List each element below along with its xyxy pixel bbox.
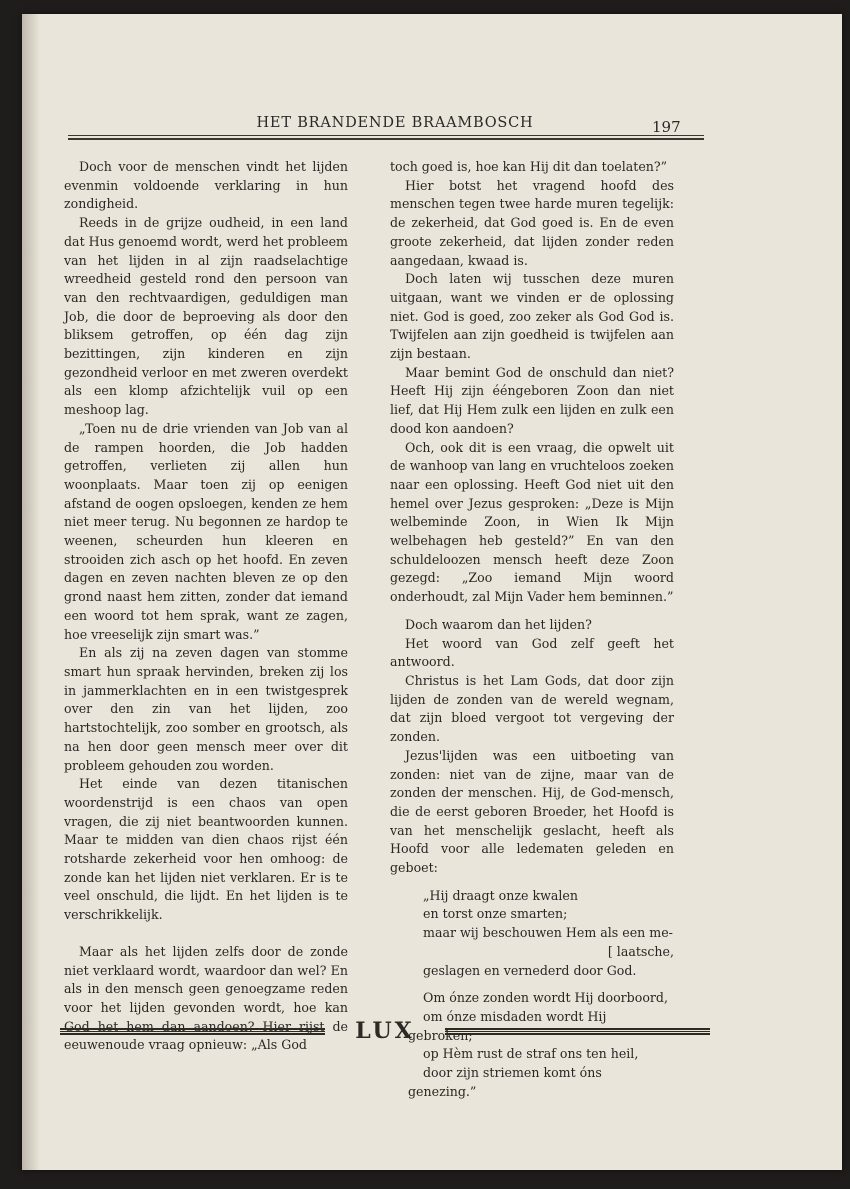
paragraph: „Toen nu de drie vrienden van Job van al de rampen hoorden, die Job hadden getroffen, verlieten zij allen hun woonplaats. Maar toen zij op eenigen afstand de oogen opsloegen, kenden ze hem niet meer terug. Nu begonnen ze hardop te weenen, scheurden hun kleeren en strooiden zich asch op het hoofd. En zeven dagen en zeven nachten bleven ze op den grond naast hem zitten, zonder dat iemand een woord tot hem sprak, want ze zagen, hoe vreeselijk zijn smart was.” [64, 420, 348, 642]
paragraph: Och, ook dit is een vraag, die opwelt uit de wanhoop van lang en vruchteloos zoeken naar een oplossing. Heeft God niet uit den hemel over Jezus gesproken: „Deze is Mijn welbeminde Zoon, in Wien Ik Mijn welbehagen heb gesteld?” En van den schuldeloozen mensch heeft deze Zoon gezegd: „Zoo iemand Mijn woord onderhoudt, zal Mijn Vader hem beminnen.” [390, 439, 674, 605]
paragraph: En als zij na zeven dagen van stomme smart hun spraak hervinden, breken zij los in jammerklachten en in een twistgesprek over den zin van het lijden, zoo hartstochtelijk, zoo somber en grootsch, als na hen door geen mensch meer over dit probleem gehouden zou worden. [64, 645, 348, 773]
paragraph: Het einde van dezen titanischen woordenstrijd is een chaos van open vragen, die zij niet beantwoorden kunnen. Maar te midden van dien chaos rijst één rotsharde zekerheid voor hen omhoog: de zonde kan het lijden niet verklaren. Er is te veel onschuld, die lijdt. En het lijden is te verschrikkelijk. [64, 776, 348, 923]
page-number: 197 [652, 118, 681, 136]
paragraph: toch goed is, hoe kan Hij dit dan toelaten?” [390, 159, 668, 174]
section-gap [64, 925, 348, 943]
paragraph: Het woord van God zelf geeft het antwoord. [390, 635, 674, 670]
footer [60, 1018, 710, 1044]
verse-line: door zijn striemen komt óns genezing.” [408, 1065, 602, 1099]
verse-line: „Hij draagt onze kwalen [423, 887, 578, 903]
verse-line: Om ónze zonden wordt Hij doorboord, [423, 990, 668, 1006]
paragraph: Jezus'lijden was een uitboeting van zonden: niet van de zijne, maar van de zonden der menschen. Hij, de God-mensch, die de eerst geboren Broeder, het Hoofd is van het menschelijk geslacht, heeft als Hoofd voor alle ledematen geleden en geboet: [390, 747, 674, 876]
page-gutter [22, 14, 40, 1170]
left-column [64, 158, 348, 1055]
section-gap [390, 980, 674, 989]
verse-line: om ónze misdaden wordt Hij gebroken; [408, 1008, 607, 1043]
verse-line: [ laatsche, [607, 943, 674, 959]
paragraph: Hier botst het vragend hoofd des menschen tegen twee harde muren tegelijk: de zekerheid, dat God goed is. En de even groote zekerheid, dat lijden zonder reden aangedaan, kwaad is. [390, 177, 674, 268]
right-column [390, 158, 674, 1101]
verse-line: op Hèm rust de straf ons ten heil, [423, 1046, 639, 1062]
verse-block [390, 989, 674, 1101]
paragraph: Christus is het Lam Gods, dat door zijn lijden de zonden van de wereld wegnam, dat zijn bloed vergoot tot vergeving der zonden. [390, 672, 674, 745]
verse-block [390, 887, 674, 981]
paragraph: Reeds in de grijze oudheid, in een land dat Hus genoemd wordt, werd het probleem van het lijden in al zijn raadselachtige wreedheid gesteld rond den persoon van van den rechtvaardigen, geduldigen man Job, die door de beproeving als door den bliksem getroffen, op één dag zijn bezittingen, zijn kinderen en zijn gezondheid verloor en met zweren overdekt als een klomp afzichtelijk vuil op een meshoop lag. [64, 215, 348, 418]
footer-rule [60, 1028, 325, 1035]
verse-line: maar wij beschouwen Hem als een me- [423, 925, 673, 941]
paragraph: Doch voor de menschen vindt het lijden evenmin voldoende verklaring in hun zondigheid. [64, 159, 348, 212]
paragraph: Doch waarom dan het lijden? [405, 616, 592, 632]
running-header-title: HET BRANDENDE BRAAMBOSCH [256, 115, 534, 131]
header-rule [68, 135, 704, 140]
footer-rule [445, 1028, 710, 1035]
section-gap [390, 607, 674, 616]
paragraph: Maar als het lijden zelfs door de zonde niet verklaard wordt, waardoor dan wel? En als in den mensch geen genoegzame reden voor het lijden gevonden wordt, hoe kan God het hem dan aandoen? Hier rijst de eeuwenoude vraag opnieuw: „Als God [64, 943, 348, 1053]
paragraph: Doch laten wij tusschen deze muren uitgaan, want we vinden er de oplossing niet. God is goed, zoo zeker als God God is. Twijfelen aan zijn goedheid is twijfelen aan zijn bestaan. [390, 271, 674, 362]
lux-logo: LUX [355, 1018, 415, 1044]
section-gap [390, 878, 674, 887]
verse-line: en torst onze smarten; [423, 906, 568, 922]
paragraph: Maar bemint God de onschuld dan niet? Heeft Hij zijn ééngeboren Zoon dan niet lief, dat Hij Hem zulk een lijden en zulk een dood kon aandoen? [390, 364, 674, 436]
verse-line: geslagen en vernederd door God. [423, 962, 637, 978]
